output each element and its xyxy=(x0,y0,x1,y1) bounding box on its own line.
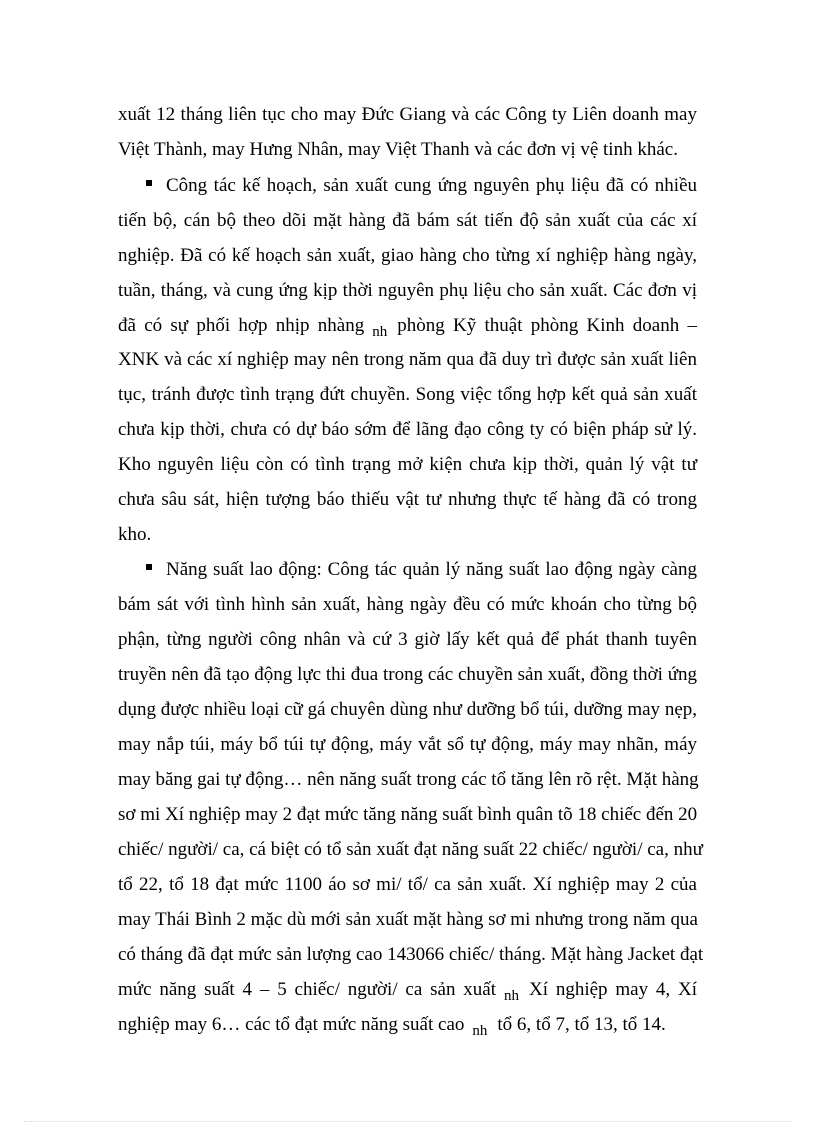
text-line: tuần, tháng, và cung ứng kịp thời nguyên phụ liệu cho sản xuất. Các đơn vị xyxy=(118,280,697,301)
text-line xyxy=(118,1013,697,1038)
text-line: kho. xyxy=(118,524,152,545)
text-fragment: mức năng suất 4 – 5 chiếc/ người/ ca sản xuất xyxy=(118,979,496,1000)
bullet-line xyxy=(146,174,697,198)
subscript-fragment: nh xyxy=(504,988,519,1004)
text-line: chiếc/ người/ ca, cá biệt có tổ sản xuất đạt năng suất 22 chiếc/ người/ ca, như xyxy=(118,839,703,860)
text-line: tổ 22, tổ 18 đạt mức 1100 áo sơ mi/ tổ/ ca sản xuất. Xí nghiệp may 2 của xyxy=(118,874,697,895)
subscript-fragment: nh xyxy=(472,1023,488,1039)
text-line: tiến bộ, cán bộ theo dõi mặt hàng đã bám sát tiến độ sản xuất của các xí xyxy=(118,210,697,231)
text-fragment: nghiệp may 6… các tổ đạt mức năng suất cao xyxy=(118,1014,465,1035)
bullet-line xyxy=(146,558,697,582)
text-fragment: Công tác kế hoạch, sản xuất cung ứng nguyên phụ liệu đã có nhiều xyxy=(166,175,697,196)
text-line: may Thái Bình 2 mặc dù mới sản xuất mặt hàng sơ mi nhưng trong năm qua xyxy=(118,909,698,930)
text-line: Việt Thành, may Hưng Nhân, may Việt Thanh và các đơn vị vệ tinh khác. xyxy=(118,139,678,160)
text-line: có tháng đã đạt mức sản lượng cao 143066 chiếc/ tháng. Mặt hàng Jacket đạt xyxy=(118,944,704,965)
text-line: dụng được nhiều loại cữ gá chuyên dùng như dưỡng bổ túi, dưỡng may nẹp, xyxy=(118,699,697,720)
bullet-square-icon xyxy=(146,564,152,570)
text-line: XNK và các xí nghiệp may nên trong năm qua đã duy trì được sản xuất liên xyxy=(118,349,697,370)
text-line: may nắp túi, máy bổ túi tự động, máy vắt sổ tự động, máy may nhãn, máy xyxy=(118,734,697,755)
text-line: phận, từng người công nhân và cứ 3 giờ lấy kết quả để phát thanh tuyên xyxy=(118,629,697,650)
text-line: chưa sâu sát, hiện tượng báo thiếu vật tư nhưng thực tế hàng đã có trong xyxy=(118,489,697,510)
text-fragment: Xí nghiệp may 4, Xí xyxy=(529,979,697,1000)
text-line xyxy=(118,978,697,1003)
text-line: tục, tránh được tình trạng đứt chuyền. Song việc tổng hợp kết quả sản xuất xyxy=(118,384,697,405)
text-line: sơ mi Xí nghiệp may 2 đạt mức tăng năng suất bình quân tõ 18 chiếc đến 20 xyxy=(118,804,698,825)
text-line: nghiệp. Đã có kế hoạch sản xuất, giao hàng cho từng xí nghiệp hàng ngày, xyxy=(118,245,697,266)
text-line: xuất 12 tháng liên tục cho may Đức Giang và các Công ty Liên doanh may xyxy=(118,104,697,125)
text-fragment: tổ 6, tổ 7, tổ 13, tổ 14. xyxy=(497,1014,666,1035)
text-line: may băng gai tự động… nên năng suất trong các tổ tăng lên rõ rệt. Mặt hàng xyxy=(118,769,699,790)
text-fragment: Năng suất lao động: Công tác quản lý năng suất lao động ngày càng xyxy=(166,559,697,580)
text-fragment: phòng Kỹ thuật phòng Kinh doanh – xyxy=(397,315,697,336)
page-bottom-divider xyxy=(24,1121,792,1122)
text-fragment: đã có sự phối hợp nhịp nhàng xyxy=(118,315,365,336)
text-line: Kho nguyên liệu còn có tình trạng mở kiện chưa kịp thời, quản lý vật tư xyxy=(118,454,697,475)
text-line: bám sát với tình hình sản xuất, hàng ngày đều có mức khoán cho từng bộ xyxy=(118,594,697,615)
text-line: chưa kịp thời, chưa có dự báo sớm để lãng đạo công ty có biện pháp sử lý. xyxy=(118,419,697,440)
text-line: truyền nên đã tạo động lực thi đua trong các chuyền sản xuất, đồng thời ứng xyxy=(118,664,697,685)
bullet-square-icon xyxy=(146,180,152,186)
text-line xyxy=(118,314,697,339)
subscript-fragment: nh xyxy=(372,324,388,340)
